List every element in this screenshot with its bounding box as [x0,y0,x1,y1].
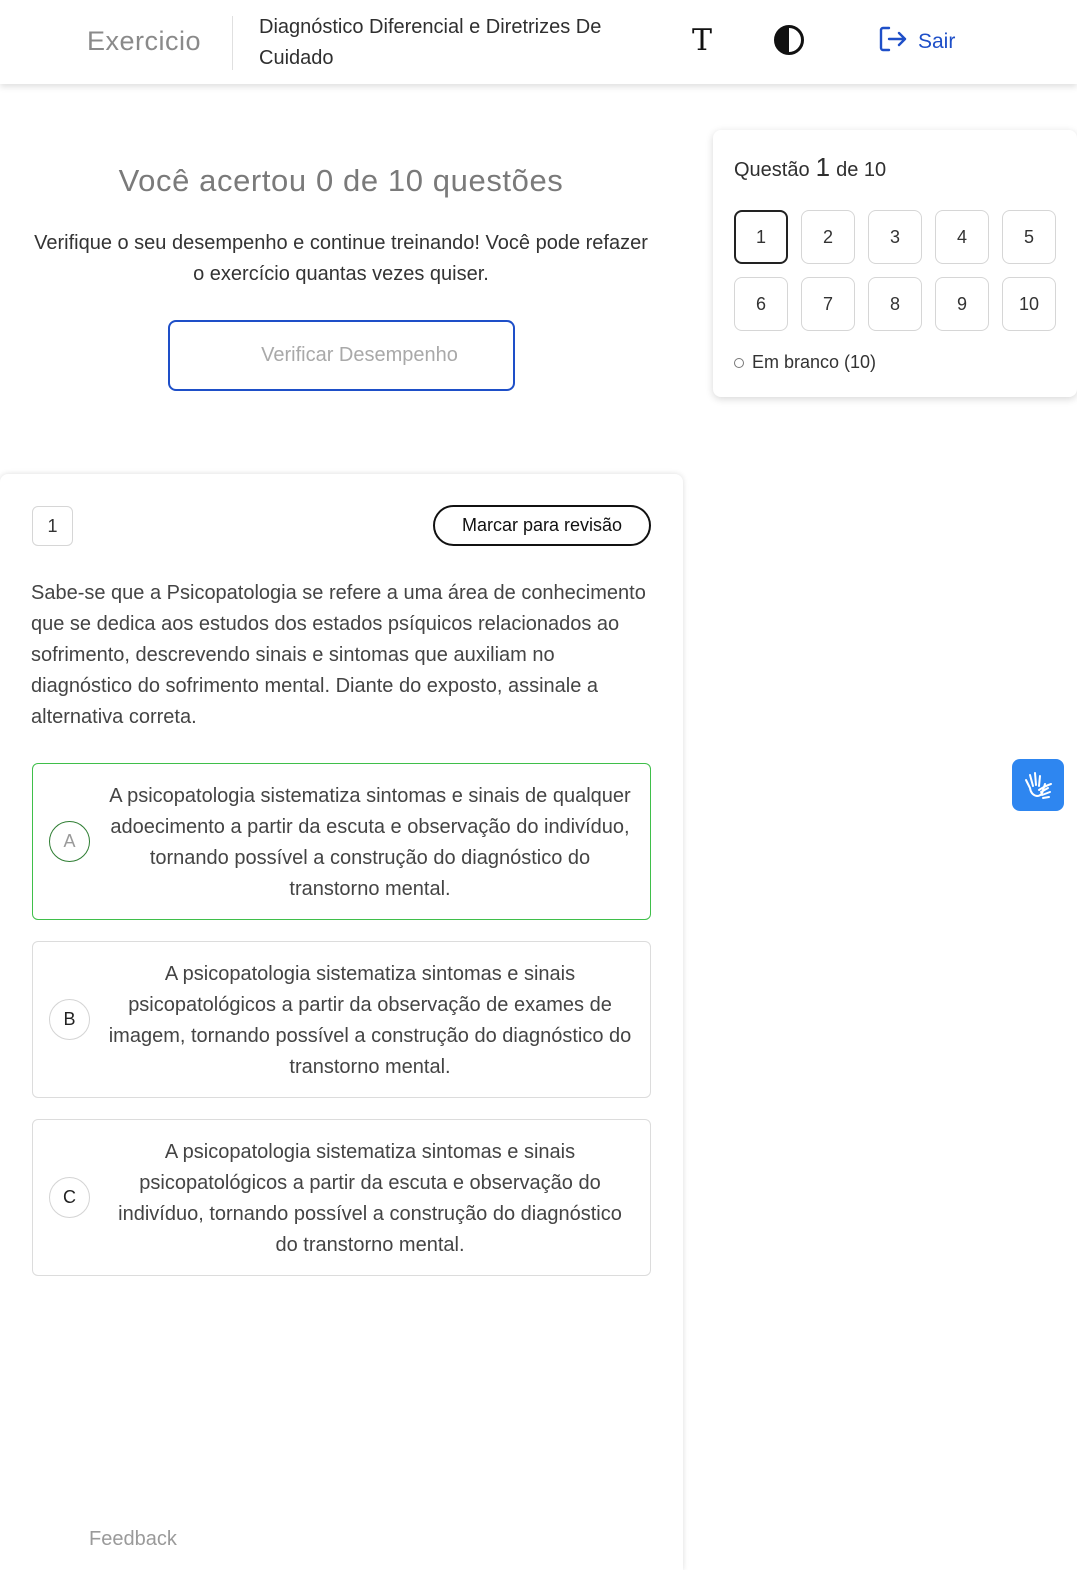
option-letter: B [49,999,90,1040]
legend-blank [734,352,876,373]
question-nav-button[interactable]: 10 [1002,277,1056,331]
question-nav-button[interactable]: 1 [734,210,788,264]
font-size-icon[interactable]: T [691,22,712,58]
feedback-link[interactable]: Feedback [89,1528,177,1550]
sign-language-widget[interactable] [1012,759,1064,811]
logout-icon [878,25,908,59]
option-letter: A [49,821,90,862]
option-c[interactable] [32,1119,651,1276]
verify-performance-button[interactable]: Verificar Desempenho [168,320,515,391]
header-divider [232,16,233,70]
blank-status-icon [734,358,744,368]
option-text: A psicopatologia sistematiza sintomas e sinais psicopatológicos a partir da escuta e observação do indivíduo, tornando possível a construção do diagnóstico do transtorno mental. [118,1141,622,1256]
navigator-prefix: Questão [734,159,810,181]
question-navigator [713,130,1077,397]
navigator-heading [734,152,886,183]
question-nav-button[interactable]: 9 [935,277,989,331]
question-statement: Sabe-se que a Psicopatologia se refere a uma área de conhecimento que se dedica aos estudos dos estados psíquicos relacionados ao sofrimento, descrevendo sinais e sintomas que auxiliam no diagnóstico do sofrimento mental. Diante do exposto, assinale a alternativa correta. [31,582,646,728]
question-number: 1 [32,506,73,546]
navigator-suffix: de 10 [836,159,887,181]
result-subtitle: Verifique o seu desempenho e continue treinando! Você pode refazer o exercício quantas vezes quiser. [34,232,648,285]
option-letter: C [49,1177,90,1218]
option-text: A psicopatologia sistematiza sintomas e sinais psicopatológicos a partir da observação de exames de imagem, tornando possível a construção do diagnóstico do transtorno mental. [108,963,632,1078]
question-nav-button[interactable]: 4 [935,210,989,264]
mark-for-review-button[interactable]: Marcar para revisão [433,505,651,546]
navigator-current: 1 [815,152,831,182]
top-header [0,0,1077,84]
contrast-icon[interactable] [773,24,805,56]
course-title: Diagnóstico Diferencial e Diretrizes De Cuidado [259,16,602,69]
brand-label: Exercicio [87,26,202,56]
question-nav-button[interactable]: 6 [734,277,788,331]
option-b[interactable] [32,941,651,1098]
result-title: Você acertou 0 de 10 questões [118,163,564,198]
sign-language-icon [1021,768,1055,802]
question-panel [0,474,683,1570]
option-a[interactable] [32,763,651,920]
question-nav-button[interactable]: 3 [868,210,922,264]
question-nav-button[interactable]: 7 [801,277,855,331]
option-text: A psicopatologia sistematiza sintomas e sinais de qualquer adoecimento a partir da escuta e observação do indivíduo, tornando possível a construção do diagnóstico do transtorno mental. [109,785,631,900]
logout-button[interactable] [878,26,955,58]
question-nav-button[interactable]: 8 [868,277,922,331]
question-grid [734,210,1056,331]
logout-label: Sair [918,30,956,53]
question-nav-button[interactable]: 5 [1002,210,1056,264]
legend-label: Em branco (10) [752,352,877,372]
question-nav-button[interactable]: 2 [801,210,855,264]
